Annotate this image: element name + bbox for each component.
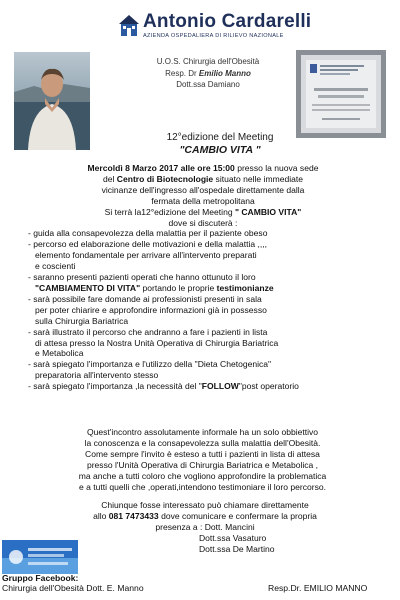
bullet-5-line-1: - sarà illustrato il percorso che andranno a fare i pazienti in lista [28,326,268,337]
bullet-2-line-2: elemento fondamentale per arrivare all'intervento preparati [35,250,257,261]
phone-number: 081 7473433 [108,510,159,521]
event-title: "CAMBIO VITA " [179,144,261,156]
bullet-2-line-1: - percorso ed elaborazione delle motivazioni e della malattia ,,,, [28,239,267,250]
unit-name: U.O.S. Chirurgia dell'Obesità [156,57,260,66]
unit-resp: Resp. Dr Emilio Manno [165,68,251,78]
closing-line-2: la conoscenza e la consapevolezza sulla malattia dell'Obesità. [84,437,321,448]
doctor-photo [14,52,90,150]
unit-info [128,56,288,91]
bullet-1: - guida alla consapevolezza della malattia per il paziente obeso [28,228,268,239]
bullet-6-line-2: preparatoria all'intervento stesso [35,370,159,381]
resp-name: Emilio Manno [198,68,251,78]
contact-info [40,500,370,533]
hospital-logo-icon [118,14,140,38]
intro-line-2: del Centro di Biotecnologie situato nelle immediate [103,173,303,184]
bullet-3-line-2: "CAMBIAMENTO DI VITA" portando le proprie testimonianze [35,282,274,293]
event-description [28,163,378,392]
footer-resp: Resp.Dr. EMILIO MANNO [268,583,368,593]
bullet-3-line-1: - saranno presenti pazienti operati che hanno ottunuto il loro [28,272,256,283]
contact-line-1: Chiunque fosse interessato può chiamare direttamente [101,500,309,510]
closing-line-6: e a tutti quelli che ,operati,intendono testimoniare il loro percorso. [78,481,327,492]
org-subtitle: AZIENDA OSPEDALIERA DI RILIEVO NAZIONALE [143,33,284,39]
bullet-2-line-3: e coscienti [35,261,76,272]
bullet-5-line-3: e Metabolica [35,348,84,359]
intro-line-3: vicinanze dell'ingresso all'ospedale direttamente dalla [101,184,305,195]
doctor-list [175,533,335,555]
bullet-5-line-2: di attesa presso la Nostra Unità Operativa di Chirurgia Bariatrica [35,337,279,348]
bullet-4-line-1: - sarà possibile fare domande ai professionisti presenti in sala [28,293,262,304]
closing-line-5: ma anche a tutti coloro che vogliono approfondire la problematica [78,470,327,481]
intro-line-4: fermata della metropolitana [151,195,255,206]
bullet-6-line-1: - sarà spiegato l'importanza e l'utilizzo della "Dieta Chetogenica" [28,359,272,370]
closing-line-3: Come sempre l'invito è esteso a tutti i pazienti in lista di attesa [85,448,320,459]
contact-line-3: presenza a : Dott. Mancini [155,521,255,532]
closing-line-1: Quest'incontro assolutamente informale ha un solo obbiettivo [86,427,319,437]
intro-line-1: Mercoldì 8 Marzo 2017 alle ore 15:00 presso la nuova sede [87,163,319,173]
bullet-4-line-3: sulla Chirurgia Bariatrica [35,315,129,326]
facebook-group-logo [2,540,78,574]
doctor-2: Dott.ssa Vasaturo [199,533,267,543]
bullet-4-line-2: per poter chiarire e approfondire informazioni già in possesso [35,304,267,315]
intro-line-6: dove si discuterà : [168,217,238,228]
contact-line-2: allo 081 7473433 dove comunicare e confermare la propria [93,510,317,521]
intro-line-5: Si terrà la12°edizione del Meeting " CAMBIO VITA" [104,206,302,217]
doctor-3: Dott.ssa De Martino [199,543,275,554]
closing-paragraph [30,427,375,492]
org-name: Antonio Cardarelli [143,11,312,32]
edition-line: 12°edizione del Meeting [166,132,274,143]
facebook-group-label: Gruppo Facebook: [2,573,79,583]
facebook-group-name: Chirurgia dell'Obesità Dott. E. Manno [2,583,144,593]
closing-line-4: presso l'Unità Operativa di Chirurgia Bariatrica e Metabolica , [86,459,319,470]
unit-assistant: Dott.ssa Damiano [176,80,240,89]
bullet-7: - sarà spiegato l'importanza ,la necessità del "FOLLOW"post operatorio [28,381,299,392]
facebook-group [2,573,144,593]
event-heading [120,132,320,156]
award-plaque-image [296,50,386,138]
